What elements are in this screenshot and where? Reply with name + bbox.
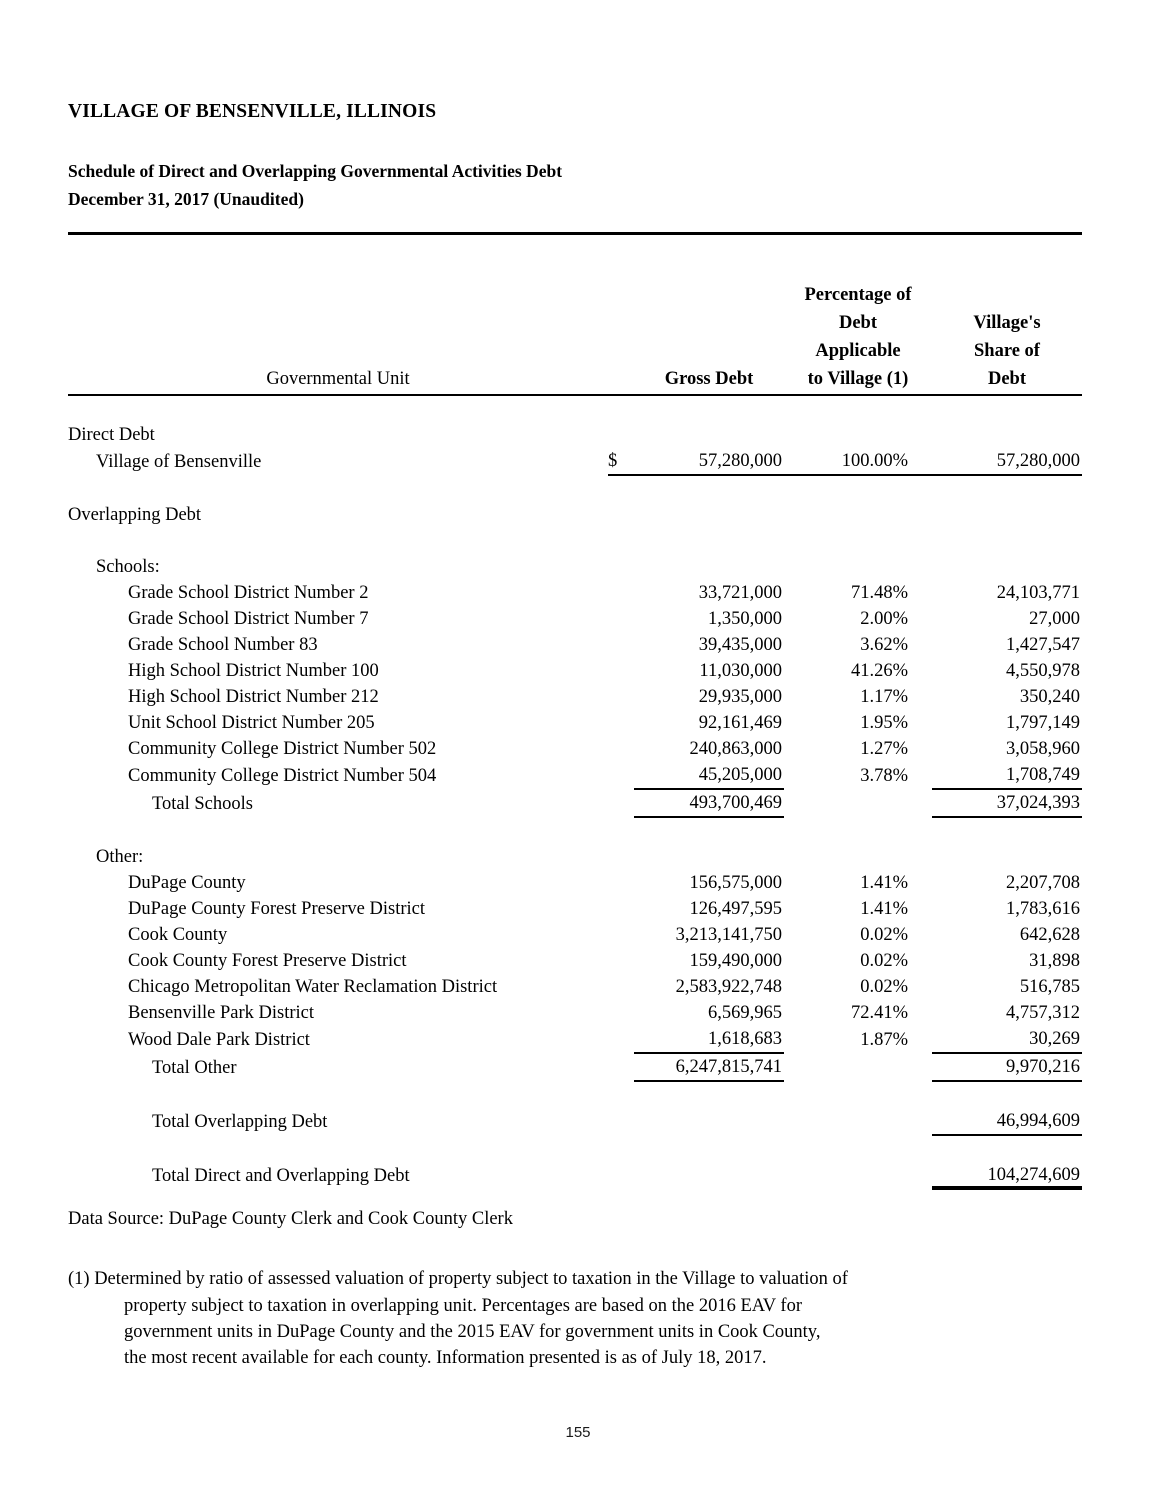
notes-block [68,1206,1082,1371]
header-percentage-line-3: Applicable [815,341,901,361]
cell-village-share: 1,427,547 [1006,635,1080,655]
spacer-cell [608,475,634,502]
empty-cell [784,422,932,448]
spacer-cell [634,528,784,554]
row-label: High School District Number 212 [128,687,379,707]
empty-cell [932,554,1082,580]
header-row-3 [68,338,1082,366]
total-percentage [784,1108,932,1135]
row-label: Chicago Metropolitan Water Reclamation District [128,977,498,997]
cell-gross-debt: 33,721,000 [698,583,782,603]
header-share-line-3: Debt [932,366,1082,395]
table-row [68,684,1082,710]
row-label: Grade School Number 83 [128,635,318,655]
grand-total-label: Total Direct and Overlapping Debt [152,1166,410,1186]
spacer-row [68,475,1082,502]
table-row [68,870,1082,896]
empty-cell [608,580,634,606]
grand-total-percentage [784,1162,932,1189]
spacer-row-after-header [68,395,1082,422]
footnote-line-1: (1) Determined by ratio of assessed valuation of property subject to taxation in the Village to valuation of [68,1269,848,1290]
cell-percentage: 2.00% [860,609,908,629]
header-spacer-gross [634,282,784,310]
total-label-overlapping-debt: Total Overlapping Debt [152,1112,328,1132]
title-block [68,100,1082,213]
cell-village-share: 27,000 [1029,609,1080,629]
spacer-cell [784,1135,932,1162]
cell-percentage: 3.62% [860,635,908,655]
table-row [68,580,1082,606]
group-label-schools: Schools: [96,557,160,577]
cell-village-share: 30,269 [932,1026,1082,1053]
header-share-line-1: Village's [973,313,1041,333]
cell-percentage: 0.02% [860,977,908,997]
section-header-overlapping-debt [68,502,1082,528]
table-row [68,606,1082,632]
empty-cell [608,554,634,580]
spacer-cell [784,1081,932,1108]
row-label-village-of-bensenville: Village of Bensenville [96,452,262,472]
empty-cell [784,844,932,870]
empty-cell [608,896,634,922]
row-label: Community College District Number 502 [128,739,437,759]
cell-percentage: 1.41% [860,873,908,893]
spacer-cell [932,475,1082,502]
footnote-line-2: property subject to taxation in overlapping unit. Percentages are based on the 2016 EAV for [124,1295,802,1316]
cell-percentage: 71.48% [850,583,908,603]
cell-gross-debt: 3,213,141,750 [675,925,782,945]
spacer-cell [932,1135,1082,1162]
row-label: High School District Number 100 [128,661,379,681]
row-label: DuPage County Forest Preserve District [128,899,425,919]
cell-gross-debt: 6,569,965 [708,1003,782,1023]
total-label-schools: Total Schools [152,794,253,814]
cell-gross-debt: 159,490,000 [689,951,782,971]
empty-cell [608,1026,634,1053]
cell-percentage: 3.78% [860,766,908,786]
currency-symbol: $ [608,448,634,475]
empty-cell [932,422,1082,448]
row-label: Wood Dale Park District [128,1030,310,1050]
spacer-cell [932,528,1082,554]
table-row [68,896,1082,922]
header-governmental-unit: Governmental Unit [68,366,608,395]
total-row-schools [68,789,1082,817]
empty-cell [784,554,932,580]
row-label: Cook County Forest Preserve District [128,951,407,971]
empty-cell [608,502,634,528]
cell-percentage: 1.87% [860,1030,908,1050]
section-label-overlapping-debt: Overlapping Debt [68,505,202,525]
header-row-4 [68,366,1082,395]
table-row [68,1026,1082,1053]
cell-percentage: 100.00% [784,448,932,475]
header-share-line-2: Share of [974,341,1040,361]
spacer-cell [784,395,932,422]
table-row [68,658,1082,684]
spacer-cell [68,395,608,422]
cell-village-share: 516,785 [1019,977,1080,997]
spacer-cell [634,1081,784,1108]
spacer-row [68,1081,1082,1108]
cell-percentage: 72.41% [850,1003,908,1023]
empty-cell [634,554,784,580]
spacer-cell [634,1135,784,1162]
spacer-cell [784,817,932,844]
table-row [68,922,1082,948]
section-label-direct-debt: Direct Debt [68,425,155,445]
total-row-other [68,1053,1082,1081]
empty-cell [608,606,634,632]
empty-cell [608,870,634,896]
cell-gross-debt: 39,435,000 [698,635,782,655]
group-header-schools [68,554,1082,580]
spacer-cell [68,528,608,554]
empty-cell [932,502,1082,528]
cell-gross-debt: 240,863,000 [689,739,782,759]
empty-cell [608,736,634,762]
data-source-note: Data Source: DuPage County Clerk and Cook County Clerk [68,1209,513,1229]
footnote-line-3: government units in DuPage County and the 2015 EAV for government units in Cook County, [124,1321,821,1342]
spacer-cell [634,475,784,502]
spacer-cell [784,475,932,502]
cell-percentage: 1.41% [860,899,908,919]
empty-cell [608,632,634,658]
schedule-period: December 31, 2017 (Unaudited) [68,188,304,209]
cell-percentage: 41.26% [850,661,908,681]
total-label-other: Total Other [152,1058,237,1078]
total-village-share: 9,970,216 [932,1053,1082,1081]
header-spacer-unit [68,282,608,310]
header-percentage-line-2: Debt [838,313,878,333]
cell-percentage: 1.17% [860,687,908,707]
grand-total-gross-debt [634,1162,784,1189]
spacer-cell [68,475,608,502]
spacer-cell [68,817,608,844]
cell-gross-debt: 156,575,000 [689,873,782,893]
cell-village-share: 2,207,708 [1006,873,1080,893]
header-divider-rule [68,232,1082,235]
empty-cell [608,1108,634,1135]
header-row-1 [68,282,1082,310]
spacer-row [68,817,1082,844]
empty-cell [608,1000,634,1026]
cell-village-share: 350,240 [1019,687,1080,707]
empty-cell [608,789,634,817]
spacer-cell [608,817,634,844]
cell-percentage: 1.27% [860,739,908,759]
cell-percentage: 0.02% [860,925,908,945]
row-label: Unit School District Number 205 [128,713,375,733]
spacer-cell [784,528,932,554]
cell-gross-debt: 1,618,683 [634,1026,784,1053]
spacer-cell [634,395,784,422]
empty-cell [608,762,634,789]
header-percentage-line-4: to Village (1) [784,366,932,395]
cell-village-share: 3,058,960 [1006,739,1080,759]
spacer-cell [608,528,634,554]
total-village-share: 37,024,393 [932,789,1082,817]
cell-gross-debt: 29,935,000 [698,687,782,707]
empty-cell [608,974,634,1000]
header-spacer-currency-2 [608,310,634,338]
cell-gross-debt: 45,205,000 [634,762,784,789]
header-spacer-currency-3 [608,338,634,366]
empty-cell [608,948,634,974]
empty-cell [608,922,634,948]
header-gross-debt: Gross Debt [634,366,784,395]
empty-cell [608,710,634,736]
grand-total-row [68,1162,1082,1189]
spacer-cell [932,1081,1082,1108]
table-row [68,974,1082,1000]
header-percentage-line-1: Percentage of [804,285,912,305]
total-village-share: 46,994,609 [932,1108,1082,1135]
header-spacer-share [932,282,1082,310]
cell-village-share: 24,103,771 [996,583,1080,603]
debt-schedule-table [68,282,1082,1190]
spacer-row [68,528,1082,554]
empty-cell [634,502,784,528]
spacer-row [68,1135,1082,1162]
section-header-direct-debt [68,422,1082,448]
total-percentage [784,1053,932,1081]
spacer-cell [68,1081,608,1108]
group-label-other: Other: [96,847,144,867]
empty-cell [784,502,932,528]
spacer-cell [608,395,634,422]
spacer-cell [634,817,784,844]
grand-total-village-share: 104,274,609 [932,1162,1082,1189]
cell-gross-debt: 11,030,000 [699,661,782,681]
header-spacer-gross-3 [634,338,784,366]
empty-cell [608,684,634,710]
header-spacer-unit-3 [68,338,608,366]
spacer-cell [932,817,1082,844]
spacer-cell [608,1135,634,1162]
empty-cell [932,844,1082,870]
footnote-1 [68,1266,1082,1371]
table-body [68,395,1082,1189]
row-label: Bensenville Park District [128,1003,314,1023]
empty-cell [608,1162,634,1189]
empty-cell [608,844,634,870]
table-row [68,710,1082,736]
schedule-title: Schedule of Direct and Overlapping Governmental Activities Debt [68,161,563,182]
group-header-other [68,844,1082,870]
total-gross-debt: 6,247,815,741 [634,1053,784,1081]
table-header [68,282,1082,395]
cell-village-share: 1,783,616 [1006,899,1080,919]
cell-gross-debt: 126,497,595 [689,899,782,919]
header-spacer-unit-2 [68,310,608,338]
schedule-title-block [68,158,1082,212]
spacer-cell [68,1135,608,1162]
cell-village-share: 57,280,000 [932,448,1082,475]
row-label: Community College District Number 504 [128,766,437,786]
cell-village-share: 31,898 [1029,951,1080,971]
spacer-cell [608,1081,634,1108]
table-row [68,632,1082,658]
cell-gross-debt: 2,583,922,748 [675,977,782,997]
table-row [68,1000,1082,1026]
cell-percentage: 1.95% [860,713,908,733]
empty-cell [608,1053,634,1081]
row-label: Cook County [128,925,228,945]
table-row [68,736,1082,762]
empty-cell [634,422,784,448]
cell-gross-debt: 57,280,000 [634,448,784,475]
table-row [68,948,1082,974]
cell-village-share: 4,550,978 [1006,661,1080,681]
row-label: DuPage County [128,873,246,893]
footnote-line-4: the most recent available for each county. Information presented is as of July 18, 2017. [124,1348,767,1369]
cell-gross-debt: 92,161,469 [698,713,782,733]
header-row-2 [68,310,1082,338]
cell-percentage: 0.02% [860,951,908,971]
cell-village-share: 1,797,149 [1006,713,1080,733]
total-gross-debt: 493,700,469 [634,789,784,817]
row-label: Grade School District Number 2 [128,583,369,603]
row-label: Grade School District Number 7 [128,609,369,629]
spacer-cell [932,395,1082,422]
header-spacer-gross-2 [634,310,784,338]
empty-cell [608,658,634,684]
cell-village-share: 1,708,749 [932,762,1082,789]
total-percentage [784,789,932,817]
page-number: 155 [565,1424,591,1441]
table-row [68,448,1082,475]
total-row-overlapping-debt [68,1108,1082,1135]
cell-gross-debt: 1,350,000 [708,609,782,629]
empty-cell [634,844,784,870]
cell-village-share: 4,757,312 [1006,1003,1080,1023]
entity-name: VILLAGE OF BENSENVILLE, ILLINOIS [68,101,437,122]
header-spacer-currency [608,282,634,310]
empty-cell [608,422,634,448]
cell-village-share: 642,628 [1019,925,1080,945]
header-spacer-currency-4 [608,366,634,395]
total-gross-debt [634,1108,784,1135]
table-row [68,762,1082,789]
